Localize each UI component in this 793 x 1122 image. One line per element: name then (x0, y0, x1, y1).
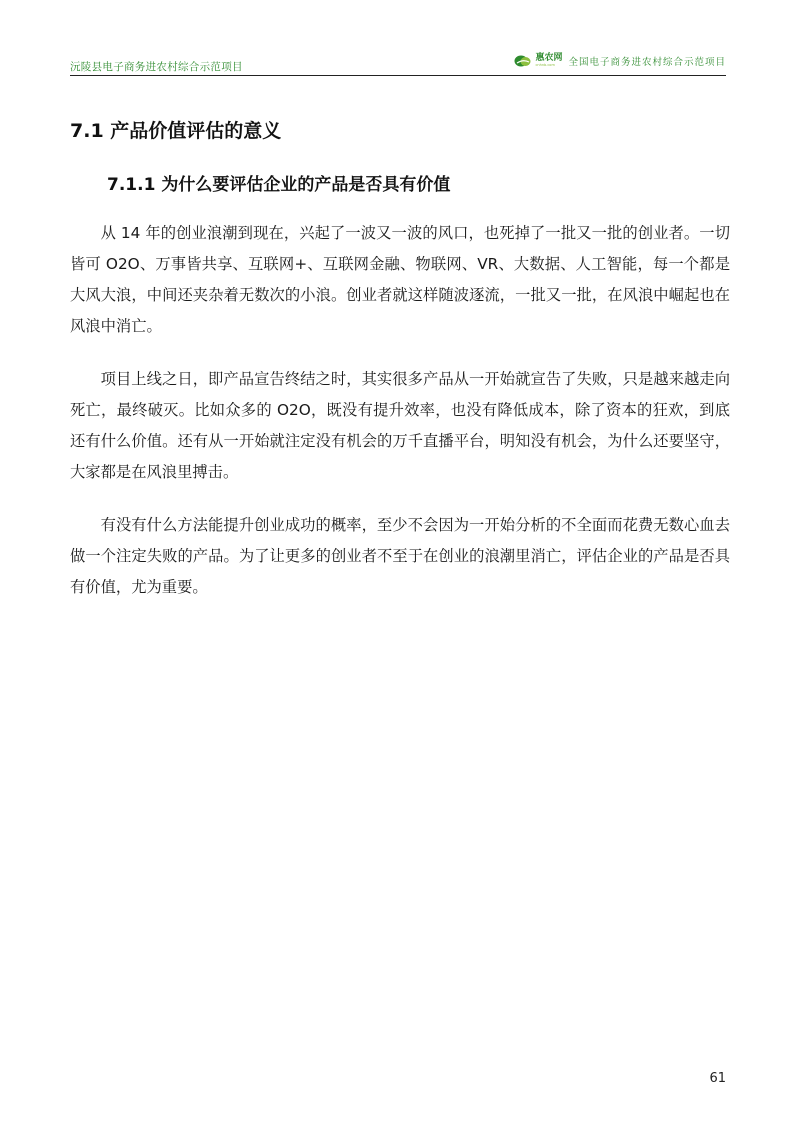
header-project-title: 沅陵县电子商务进农村综合示范项目 (70, 61, 243, 73)
header-slogan: 全国电子商务进农村综合示范项目 (568, 57, 726, 68)
header-divider (70, 75, 726, 76)
header-brand (514, 51, 726, 71)
logo-subtext: cnhnb.com (535, 63, 555, 68)
page-number: 61 (709, 1071, 726, 1086)
paragraph: 从 14 年的创业浪潮到现在，兴起了一波又一波的风口，也死掉了一批又一批的创业者。一切皆可 O2O、万事皆共享、互联网+、互联网金融、物联网、VR、大数据、人工智能，每一个都是大风大浪，中间还夹杂着无数次的小浪。创业者就这样随波逐流，一批又一批，在风浪中崛起也在风浪中消亡。 (70, 224, 730, 335)
brand-logo (514, 54, 562, 68)
subsection-heading: 7.1.1 为什么要评估企业的产品是否具有价值 (107, 175, 451, 195)
leaf-logo-icon (514, 54, 532, 68)
logo-name: 惠农网 (535, 53, 563, 64)
paragraph: 有没有什么方法能提升创业成功的概率，至少不会因为一开始分析的不全面而花费无数心血去做一个注定失败的产品。为了让更多的创业者不至于在创业的浪潮里消亡，评估企业的产品是否具有价值，尤为重要。 (70, 516, 730, 596)
paragraph: 项目上线之日，即产品宣告终结之时，其实很多产品从一开始就宣告了失败，只是越来越走向死亡，最终破灭。比如众多的 O2O，既没有提升效率，也没有降低成本，除了资本的狂欢，到底还有什么价值。还有从一开始就注定没有机会的万千直播平台，明知没有机会，为什么还要坚守，大家都是在风浪里搏击。 (70, 370, 730, 481)
section-heading: 7.1 产品价值评估的意义 (70, 120, 282, 142)
body-text (70, 218, 730, 625)
